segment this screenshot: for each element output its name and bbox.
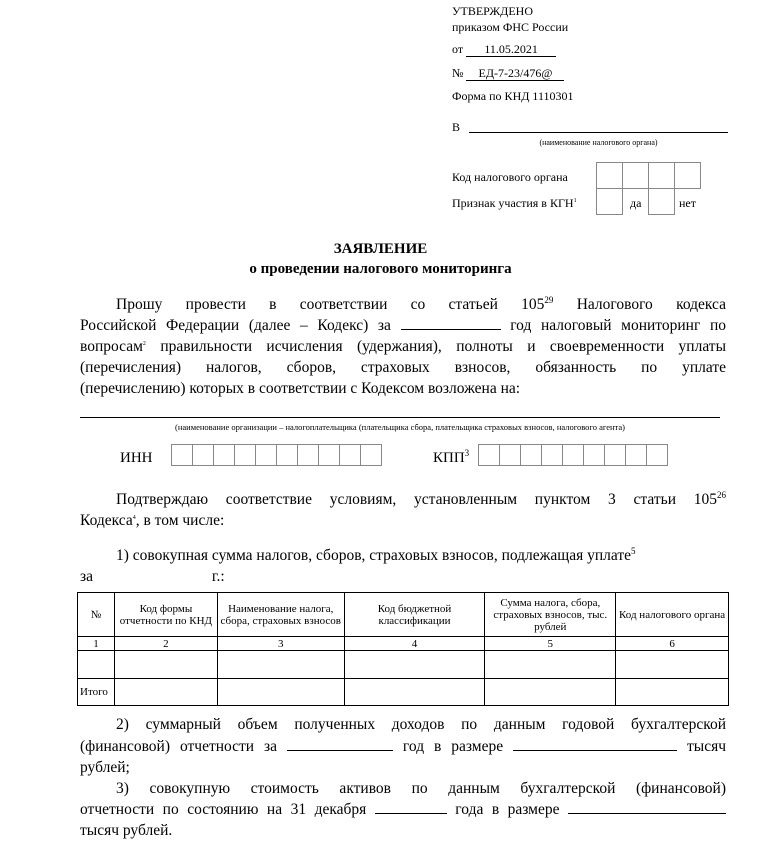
inn-digit-box[interactable] [297,444,319,466]
kpp-label-row [433,450,469,467]
approval-date: 11.05.2021 [466,42,556,57]
tax-sum-table [77,592,729,706]
request-line-4: (перечисления) налогов, сборов, страховых взносов, обязанность по уплате [80,359,726,376]
kpp-digit-box[interactable] [562,444,584,466]
item2-line-3: рублей; [80,759,130,776]
request-year-field[interactable] [401,315,501,330]
item1-sup: 5 [631,545,636,556]
table-cell[interactable] [217,651,344,679]
document-title: ЗАЯВЛЕНИЕ [333,241,428,257]
table-header: № [78,593,115,637]
kpp-label: КПП [433,450,465,466]
table-cell[interactable] [616,651,729,679]
kpp-digit-box[interactable] [625,444,647,466]
inn-label: ИНН [120,450,153,466]
kgn-yes-checkbox[interactable] [596,188,623,215]
kpp-digit-box[interactable] [583,444,605,466]
inn-digit-box[interactable] [339,444,361,466]
kpp-digit-box[interactable] [499,444,521,466]
table-cell[interactable] [344,651,485,679]
confirm-code-sup: 4 [132,514,136,521]
recipient-caption: (наименование налогового органа) [539,138,658,147]
approval-date-row [452,42,556,57]
organization-name-line [80,417,720,418]
organization-caption: (наименование организации – налогоплательщика (плательщика сбора, плательщика страховых взносов, налогового агента) [175,422,625,432]
kgn-label: Признак участия в КГН [452,196,574,210]
confirm-line-2 [80,510,224,531]
questions-sup: 2 [142,340,146,347]
kgn-no-box[interactable] [648,188,674,215]
kpp-footnote: 3 [464,448,470,458]
approval-order: приказом ФНС России [452,20,569,34]
code-box[interactable] [648,162,675,189]
approval-title: УТВЕРЖДЕНО [452,4,534,18]
kpp-digit-box[interactable] [520,444,542,466]
request-line-1 [116,294,726,315]
table-header: Код формы отчетности по КНД [114,593,217,637]
approval-number-prefix: № [452,66,464,80]
column-number: 5 [485,637,616,651]
request-line-3 [80,336,726,357]
total-label: Итого [78,679,115,706]
kgn-footnote: 1 [573,198,577,204]
item2-text-2c: тысяч [687,738,726,755]
inn-digit-box[interactable] [192,444,214,466]
inn-digit-box[interactable] [171,444,193,466]
recipient-line [469,132,728,133]
inn-digit-box[interactable] [276,444,298,466]
request-text-1a: Прошу провести в соответствии со статьей 105 [116,296,545,313]
confirm-text-2b: , в том числе: [135,512,225,529]
request-line-2 [80,315,726,336]
confirm-text-2a: Кодекса [80,512,133,529]
item3-year-field[interactable] [375,799,447,814]
kgn-yes-label: да [630,196,642,210]
recipient-prefix: В [452,120,461,134]
item2-line-2 [80,736,726,757]
inn-digit-box[interactable] [234,444,256,466]
table-row [78,651,729,679]
item3-line-2 [80,799,726,820]
request-text-2a: Российской Федерации (далее – Кодекс) за [80,317,391,334]
item3-text-2a: отчетности по состоянию на 31 декабря [80,801,367,818]
request-text-2b: год налоговый мониторинг по [510,317,727,334]
table-cell[interactable] [217,679,344,706]
table-cell[interactable] [114,679,217,706]
approval-number-row [452,66,564,81]
item3-amount-field[interactable] [568,799,726,814]
item2-text-2a: (финансовой) отчетности за [80,738,278,755]
inn-digit-box[interactable] [213,444,235,466]
table-header-row [78,593,729,637]
table-cell[interactable] [485,679,616,706]
kgn-label-row [452,196,577,210]
request-text-1b: Налогового кодекса [576,296,726,313]
kgn-no-checkbox[interactable] [648,188,675,215]
code-box[interactable] [622,162,649,189]
column-number: 6 [616,637,729,651]
confirm-line-1 [116,489,726,510]
column-number: 2 [114,637,217,651]
item1-line-1 [116,545,636,566]
code-box[interactable] [596,162,623,189]
item2-text-2b: год в размере [402,738,504,755]
table-cell[interactable] [78,651,115,679]
table-cell[interactable] [485,651,616,679]
item2-amount-field[interactable] [513,736,677,751]
request-text-3b: правильности исчисления (удержания), полноты и своевременности уплаты [160,338,726,355]
tax-authority-code-label: Код налогового органа [452,170,568,184]
approval-number: ЕД-7-23/476@ [466,66,564,81]
item3-line-3: тысяч рублей. [80,822,173,839]
table-cell[interactable] [344,679,485,706]
confirm-text-1: Подтверждаю соответствие условиям, установленным пунктом 3 статьи 105 [116,491,717,508]
document-subtitle: о проведении налогового мониторинга [249,261,512,277]
item1-year-suffix: г.: [211,568,225,585]
inn-digit-box[interactable] [318,444,340,466]
item1-line-2 [80,566,225,587]
table-total-row [78,679,729,706]
table-header: Сумма налога, сбора, страховых взносов, тыс. рублей [485,593,616,637]
kpp-digit-box[interactable] [478,444,500,466]
request-line-5: (перечислению) которых в соответствии с Кодексом возложена на: [80,380,521,397]
column-number: 4 [344,637,485,651]
form-code: Форма по КНД 1110301 [452,89,574,103]
kpp-digit-box[interactable] [646,444,668,466]
kgn-yes-box[interactable] [596,188,622,215]
confirm-article-sup: 26 [717,489,726,500]
code-box[interactable] [674,162,701,189]
table-cell[interactable] [616,679,729,706]
item1-text: 1) совокупная сумма налогов, сборов, страховых взносов, подлежащая уплате [116,547,631,564]
column-number: 3 [217,637,344,651]
table-number-row [78,637,729,651]
item3-line-1: 3) совокупную стоимость активов по данным бухгалтерской (финансовой) [116,780,726,797]
item2-year-field[interactable] [287,736,393,751]
inn-digit-box[interactable] [360,444,382,466]
table-header: Код бюджетной классификации [344,593,485,637]
table-header: Наименование налога, сбора, страховых взносов [217,593,344,637]
table-header: Код налогового органа [616,593,729,637]
kpp-digit-box[interactable] [604,444,626,466]
table-cell[interactable] [114,651,217,679]
article-sup: 29 [544,294,554,305]
kpp-digit-box[interactable] [541,444,563,466]
tax-authority-code-boxes [596,162,700,189]
inn-boxes [171,444,381,466]
column-number: 1 [78,637,115,651]
approval-date-prefix: от [452,42,464,56]
item3-text-2b: года в размере [455,801,560,818]
item2-line-1: 2) суммарный объем полученных доходов по данным годовой бухгалтерской [116,716,726,733]
request-text-3a: вопросам [80,338,143,355]
inn-digit-box[interactable] [255,444,277,466]
kpp-boxes [478,444,667,466]
item1-for: за [80,568,94,585]
kgn-no-label: нет [679,196,696,210]
